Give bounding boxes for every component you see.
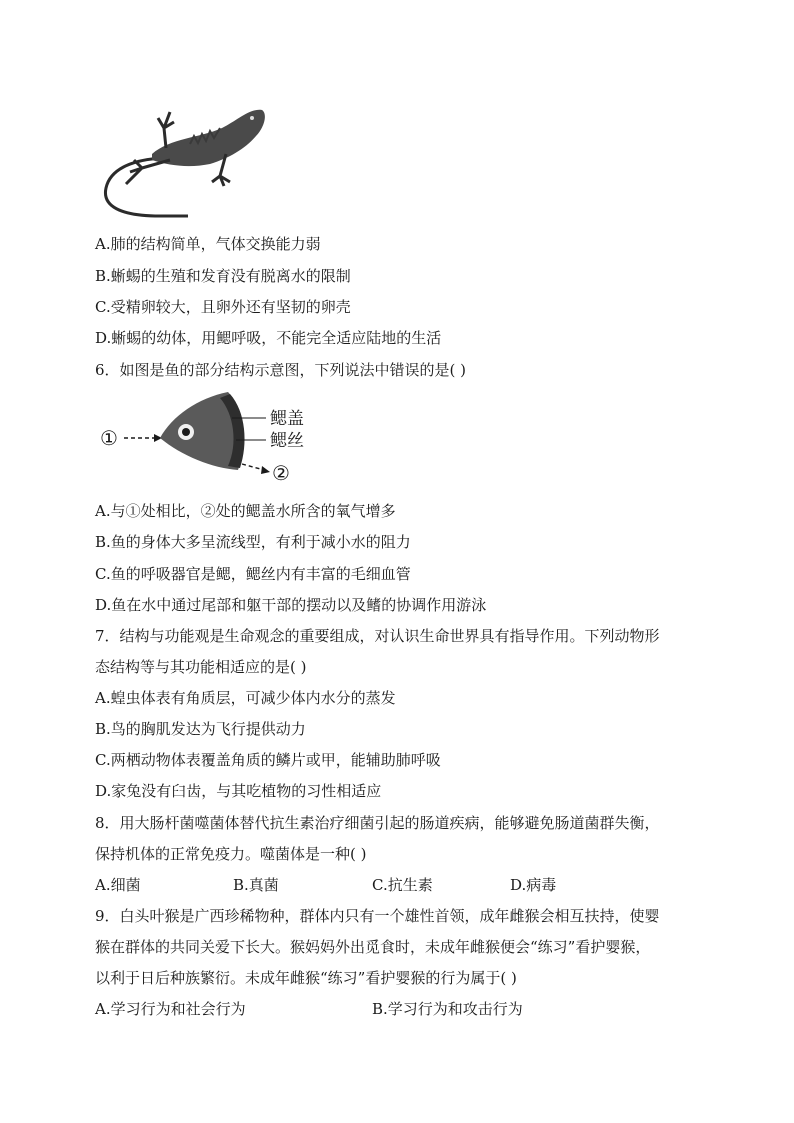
q6-option-a: A.与①处相比，②处的鳃盖水所含的氧气增多 <box>95 502 396 520</box>
q7-option-b: B.鸟的胸肌发达为飞行提供动力 <box>95 720 306 738</box>
q6-option-b: B.鱼的身体大多呈流线型，有利于减小水的阻力 <box>95 533 411 551</box>
q8-stem-line-1: 8．用大肠杆菌噬菌体替代抗生素治疗细菌引起的肠道疾病，能够避免肠道菌群失衡， <box>95 814 660 832</box>
q5-option-d: D.蜥蜴的幼体，用鳃呼吸，不能完全适应陆地的生活 <box>95 329 442 347</box>
q9-option-b: B.学习行为和攻击行为 <box>372 1000 523 1018</box>
q9-stem-line-1: 9．白头叶猴是广西珍稀物种，群体内只有一个雄性首领，成年雌猴会相互扶持，使婴 <box>95 907 660 925</box>
fig-circle-1: ① <box>100 426 118 450</box>
q8-option-c: C.抗生素 <box>372 876 433 894</box>
q6-option-c: C.鱼的呼吸器官是鳃，鳃丝内有丰富的毛细血管 <box>95 565 411 583</box>
q7-stem-line-1: 7．结构与功能观是生命观念的重要组成，对认识生命世界具有指导作用。下列动物形 <box>95 627 660 645</box>
outflow-arrow <box>242 464 264 470</box>
q7-option-d: D.家兔没有臼齿，与其吃植物的习性相适应 <box>95 782 382 800</box>
q7-option-c: C.两栖动物体表覆盖角质的鳞片或甲，能辅助肺呼吸 <box>95 751 441 769</box>
q6-option-d: D.鱼在水中通过尾部和躯干部的摆动以及鳍的协调作用游泳 <box>95 596 487 614</box>
fish-figure <box>98 388 320 484</box>
q8-option-a: A.细菌 <box>95 876 141 894</box>
q8-option-b: B.真菌 <box>233 876 279 894</box>
fish-pupil <box>182 428 190 436</box>
q5-option-a: A.肺的结构简单，气体交换能力弱 <box>95 235 321 253</box>
outflow-arrowhead <box>261 466 270 474</box>
fig-circle-2: ② <box>272 461 290 484</box>
q9-stem-line-3: 以利于日后种族繁衍。未成年雌猴“练习”看护婴猴的行为属于( ) <box>95 969 517 987</box>
q7-option-a: A.蝗虫体表有角质层，可减少体内水分的蒸发 <box>95 689 396 707</box>
q6-stem: 6．如图是鱼的部分结构示意图，下列说法中错误的是( ) <box>95 361 467 379</box>
q5-option-b: B.蜥蜴的生殖和发育没有脱离水的限制 <box>95 267 351 285</box>
q7-stem-line-2: 态结构等与其功能相适应的是( ) <box>95 658 307 676</box>
q5-option-c: C.受精卵较大，且卵外还有坚韧的卵壳 <box>95 298 351 316</box>
q8-stem-line-2: 保持机体的正常免疫力。噬菌体是一种( ) <box>95 845 367 863</box>
q9-option-a: A.学习行为和社会行为 <box>95 1000 246 1018</box>
label-gill-filament: 鳃丝 <box>270 431 304 451</box>
lizard-raised-leg <box>158 112 174 148</box>
q9-stem-line-2: 猴在群体的共同关爱下长大。猴妈妈外出觅食时，未成年雌猴便会“练习”看护婴猴， <box>95 938 651 956</box>
lizard-eye <box>250 116 254 120</box>
q8-option-d: D.病毒 <box>510 876 557 894</box>
lizard-figure <box>100 98 268 222</box>
label-gill-cover: 鳃盖 <box>270 409 304 429</box>
